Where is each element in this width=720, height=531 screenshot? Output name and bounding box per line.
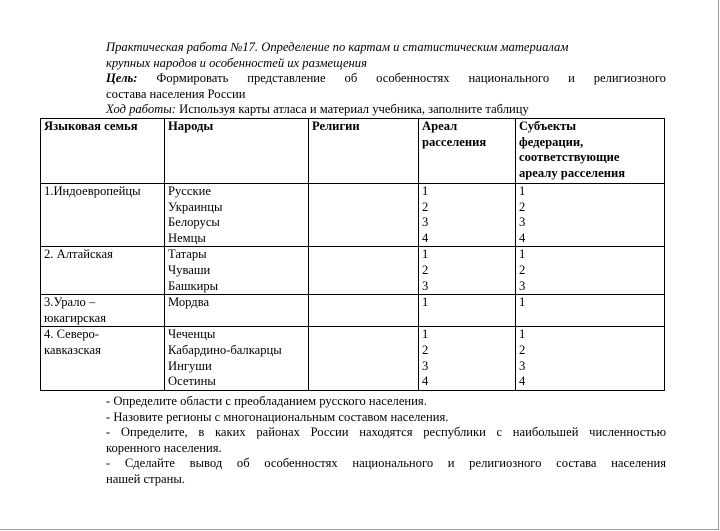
table-row [41,295,665,327]
cell-peoples-line: Кабардино-балкарцы [168,342,282,357]
header-areal-line: Ареал [422,119,458,133]
cell-areal-line: 2 [422,262,429,277]
cell-language-family-line: 1.Индоевропейцы [44,184,141,198]
task-line: - Сделайте вывод об особенностях национального и религиозного состава населения [106,456,666,471]
task-line: коренного населения. [106,440,222,455]
cell-peoples-line: Ингуши [168,358,212,373]
cell-peoples [165,184,309,247]
header-subjects-line: соответствующие [519,150,620,165]
cell-peoples-line: Белорусы [168,215,220,230]
cell-subjects [516,247,665,295]
cell-subjects-line: 3 [519,358,526,373]
cell-areal-line: 4 [422,374,429,389]
cell-areal-line: 1 [422,184,429,198]
header-religions [309,119,419,184]
cell-language-family [41,247,165,295]
goal-label: Цель: [106,71,138,86]
cell-areal-line: 3 [422,215,429,230]
cell-areal-line: 2 [422,199,429,214]
header-subjects-line: федерации, [519,134,584,149]
goal-line-1 [106,71,666,87]
cell-areal-line: 1 [422,327,429,342]
cell-religions[interactable] [309,247,419,295]
cell-areal [419,247,516,295]
procedure-text: Используя карты атласа и материал учебника, заполните таблицу [179,102,529,117]
cell-subjects-line: 3 [519,278,526,293]
task-item [106,425,666,456]
cell-subjects [516,327,665,390]
table-row [41,184,665,247]
task-item [106,456,666,487]
cell-peoples-line: Осетины [168,374,216,389]
peoples-table [40,118,665,391]
task-list [106,394,666,488]
cell-peoples [165,247,309,295]
cell-peoples-line: Немцы [168,230,206,245]
cell-peoples-line: Мордва [168,295,210,310]
document-header [106,40,666,118]
cell-subjects-line: 1 [519,295,526,310]
cell-peoples-line: Чеченцы [168,327,216,342]
header-subjects [516,119,665,184]
header-areal-line: расселения [422,134,487,149]
title-line-2: крупных народов и особенностей их размещения [106,55,367,70]
cell-language-family [41,295,165,327]
cell-language-family-line: 3.Урало – [44,295,96,310]
cell-peoples-line: Татары [168,247,207,262]
header-subjects-line: ареалу расселения [519,165,626,180]
cell-areal [419,295,516,327]
cell-subjects-line: 1 [519,327,526,342]
header-areal [419,119,516,184]
cell-areal-line: 4 [422,230,429,245]
cell-peoples [165,295,309,327]
cell-areal-line: 1 [422,247,429,262]
cell-peoples-line: Башкиры [168,278,219,293]
header-peoples [165,119,309,184]
cell-subjects-line: 4 [519,230,526,245]
cell-peoples-line: Чуваши [168,262,211,277]
task-item [106,394,666,410]
procedure-line [106,102,666,118]
cell-peoples-line: Русские [168,184,211,198]
table-body [41,184,665,391]
cell-peoples-line: Украинцы [168,199,223,214]
cell-language-family-line: 4. Северо- [44,327,99,342]
task-line: - Определите области с преобладанием русского населения. [106,394,427,408]
cell-subjects-line: 2 [519,262,526,277]
goal-line-2: состава населения России [106,86,246,101]
task-line: - Определите, в каких районах России находятся республики с наибольшей численностью [106,425,666,440]
table-header-row [41,119,665,184]
cell-religions[interactable] [309,184,419,247]
table-row [41,327,665,390]
cell-areal-line: 1 [422,295,429,310]
cell-language-family-line: 2. Алтайская [44,247,113,262]
cell-subjects-line: 3 [519,215,526,230]
header-subjects-line: Субъекты [519,119,577,133]
cell-language-family [41,184,165,247]
cell-subjects-line: 1 [519,247,526,262]
cell-religions[interactable] [309,327,419,390]
title-line-1: Практическая работа №17. Определение по картам и статистическим материалам [106,40,569,54]
header-language-family-line: Языковая семья [44,119,138,133]
procedure-label: Ход работы: [106,102,176,117]
goal-text: Формировать представление об особенностях национального и религиозного [156,71,666,86]
cell-language-family-line: кавказская [44,342,101,357]
header-peoples-line: Народы [168,119,214,133]
cell-subjects-line: 2 [519,342,526,357]
cell-areal [419,184,516,247]
cell-subjects-line: 1 [519,184,526,198]
cell-areal [419,327,516,390]
cell-areal-line: 2 [422,342,429,357]
cell-religions[interactable] [309,295,419,327]
header-religions-line: Религии [312,119,360,133]
cell-areal-line: 3 [422,278,429,293]
cell-peoples [165,327,309,390]
cell-subjects [516,184,665,247]
cell-subjects-line: 2 [519,199,526,214]
task-line: нашей страны. [106,471,185,486]
cell-language-family-line: юкагирская [44,310,107,325]
header-language-family [41,119,165,184]
cell-areal-line: 3 [422,358,429,373]
cell-language-family [41,327,165,390]
cell-subjects-line: 4 [519,374,526,389]
task-line: - Назовите регионы с многонациональным составом населения. [106,409,449,424]
task-item [106,410,666,426]
cell-subjects [516,295,665,327]
table-row [41,247,665,295]
